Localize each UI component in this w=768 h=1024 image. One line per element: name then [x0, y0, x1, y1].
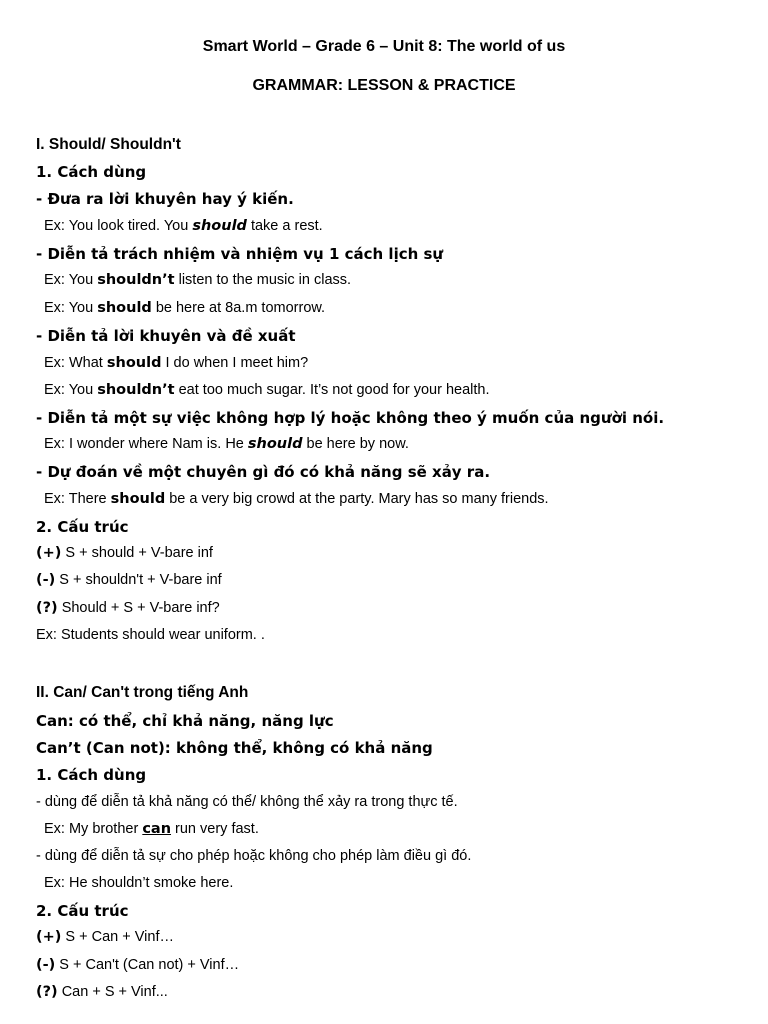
section-2-heading: II. Can/ Can't trong tiếng Anh [36, 684, 249, 701]
s2-usage-heading: 1. Cách dùng [36, 766, 147, 784]
s1-example-2: Ex: You shouldn’t listen to the music in class. [44, 272, 352, 288]
s2-example-1: Ex: My brother can run very fast. [44, 821, 259, 837]
s1-example-5: Ex: You shouldn’t eat too much sugar. It’s not good for your health. [44, 382, 490, 398]
s1-usage-4: - Diễn tả một sự việc không hợp lý hoặc không theo ý muốn của người nói. [36, 409, 665, 427]
s1-usage-3: - Diễn tả lời khuyên và đề xuất [36, 327, 296, 345]
s1-structure-question: (?) Should + S + V-bare inf? [36, 600, 220, 616]
s1-example-1: Ex: You look tired. You should take a rest. [44, 218, 323, 234]
s1-example-6: Ex: I wonder where Nam is. He should be here by now. [44, 436, 409, 452]
s1-structure-negative: (-) S + shouldn't + V-bare inf [36, 572, 222, 588]
s2-structure-positive: (+) S + Can + Vinf… [36, 929, 174, 945]
document-title: Smart World – Grade 6 – Unit 8: The world of us [202, 38, 566, 55]
s2-usage-1: - dùng để diễn tả khả năng có thể/ không thể xảy ra trong thực tế. [36, 794, 458, 810]
s1-usage-5: - Dự đoán về một chuyên gì đó có khả năng sẽ xảy ra. [36, 463, 491, 481]
s1-structure-positive: (+) S + should + V-bare inf [36, 545, 213, 561]
s1-example-4: Ex: What should I do when I meet him? [44, 355, 309, 371]
s1-structure-heading: 2. Cấu trúc [36, 518, 129, 536]
s1-example-3: Ex: You should be here at 8a.m tomorrow. [44, 300, 326, 316]
s2-definition-cant: Can’t (Can not): không thể, không có khả năng [36, 739, 433, 757]
document-subtitle: GRAMMAR: LESSON & PRACTICE [252, 77, 516, 94]
s2-structure-question: (?) Can + S + Vinf... [36, 984, 168, 1000]
s1-example-7: Ex: There should be a very big crowd at the party. Mary has so many friends. [44, 491, 549, 507]
s2-definition-can: Can: có thể, chỉ khả năng, năng lực [36, 712, 334, 730]
s2-structure-negative: (-) S + Can't (Can not) + Vinf… [36, 957, 240, 973]
s2-example-2: Ex: He shouldn’t smoke here. [44, 875, 234, 891]
s1-example-8: Ex: Students should wear uniform. . [36, 627, 265, 643]
s2-structure-heading: 2. Cấu trúc [36, 902, 129, 920]
section-1-heading: I. Should/ Shouldn't [36, 136, 181, 153]
s1-usage-1: - Đưa ra lời khuyên hay ý kiến. [36, 190, 294, 208]
s1-usage-2: - Diễn tả trách nhiệm và nhiệm vụ 1 cách lịch sự [36, 245, 444, 263]
s1-usage-heading: 1. Cách dùng [36, 163, 147, 181]
s2-usage-2: - dùng để diễn tả sự cho phép hoặc không cho phép làm điều gì đó. [36, 848, 472, 864]
